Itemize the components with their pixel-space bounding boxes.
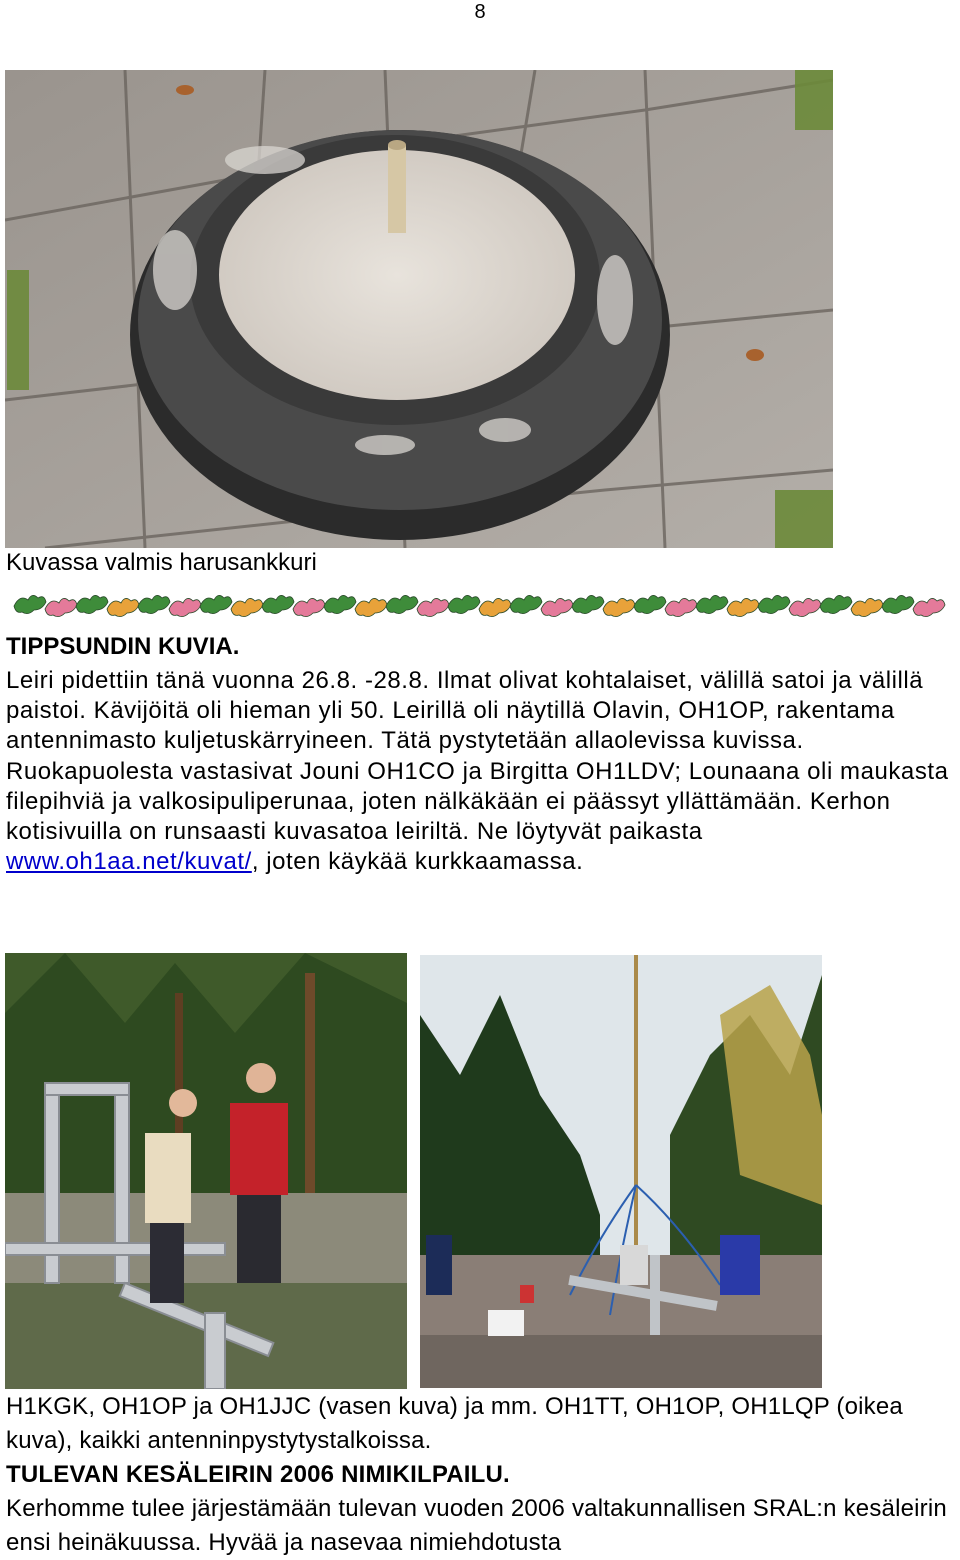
body-paragraph xyxy=(6,666,951,877)
leaf-ornament xyxy=(324,595,356,613)
body-text-after-link: , joten käykää kurkkaamassa. xyxy=(251,848,584,876)
body-text-before-link: Leiri pidettiin tänä vuonna 26.8. -28.8. Ilmat olivat kohtalaiset, välillä satoi ja välillä paistoi. Kävijöitä oli hieman yli 50. Leirillä oli näytillä Olavin, OH1OP, rakentama antennimasto kuljetuskärryineen. Tätä pystytetään allaolevissa kuvissa. Ruokapuolesta vastasivat Jouni OH1CO ja Birgitta OH1LDV; Lounaana oli maukasta filepihviä ja valkosipuliperunaa, joten nälkäkään ei päässyt yllättämään. Kerhon kotisivuilla on runsaasti kuvasatoa leiriltä. Ne löytyvät paikasta xyxy=(6,667,949,846)
leaf-ornament xyxy=(45,598,77,616)
leaf-ornament xyxy=(634,595,666,613)
mast-assembly-photo xyxy=(5,953,407,1389)
leaf-ornament xyxy=(541,598,573,616)
contest-text: Kerhomme tulee järjestämään tulevan vuoden 2006 valtakunnallisen SRAL:n kesäleirin ensi heinäkuussa. Hyvää ja nasevaa nimiehdotusta xyxy=(6,1495,947,1556)
leaf-ornament xyxy=(107,598,139,616)
tire-anchor-photo xyxy=(5,70,833,548)
leaf-ornament xyxy=(386,595,418,613)
leaf-ornament xyxy=(882,595,914,613)
leaf-ornament xyxy=(479,598,511,616)
leaf-border-divider xyxy=(8,589,948,625)
leaf-ornament xyxy=(665,598,697,616)
page-number: 8 xyxy=(474,1,486,23)
leaf-ornament xyxy=(14,595,46,613)
leaf-ornament xyxy=(138,595,170,613)
gallery-link[interactable]: www.oh1aa.net/kuvat/ xyxy=(6,848,252,876)
leaf-ornament xyxy=(417,598,449,616)
leaf-ornament xyxy=(293,598,325,616)
mast-raised-photo xyxy=(420,955,822,1388)
leaf-ornament xyxy=(820,595,852,613)
leaf-ornament xyxy=(851,598,883,616)
leaf-ornament xyxy=(262,595,294,613)
leaf-ornament xyxy=(913,598,945,616)
leaf-ornament xyxy=(200,595,232,613)
leaf-ornament xyxy=(603,598,635,616)
leaf-ornament xyxy=(355,598,387,616)
photos-caption: H1KGK, OH1OP ja OH1JJC (vasen kuva) ja mm. OH1TT, OH1OP, OH1LQP (oikea kuva), kaikki antenninpystytystalkoissa. xyxy=(6,1393,903,1454)
leaf-ornament xyxy=(696,595,728,613)
leaf-ornament xyxy=(169,598,201,616)
photos-caption-block xyxy=(6,1390,951,1560)
contest-heading: TULEVAN KESÄLEIRIN 2006 NIMIKILPAILU. xyxy=(6,1461,510,1488)
leaf-ornament xyxy=(76,595,108,613)
leaf-ornament xyxy=(510,595,542,613)
leaf-ornament xyxy=(758,595,790,613)
leaf-ornament xyxy=(448,595,480,613)
leaf-ornament xyxy=(572,595,604,613)
leaf-ornament xyxy=(231,598,263,616)
leaf-ornament xyxy=(789,598,821,616)
leaf-ornament xyxy=(727,598,759,616)
section-heading: TIPPSUNDIN KUVIA. xyxy=(6,633,240,660)
anchor-photo-caption: Kuvassa valmis harusankkuri xyxy=(6,549,317,576)
